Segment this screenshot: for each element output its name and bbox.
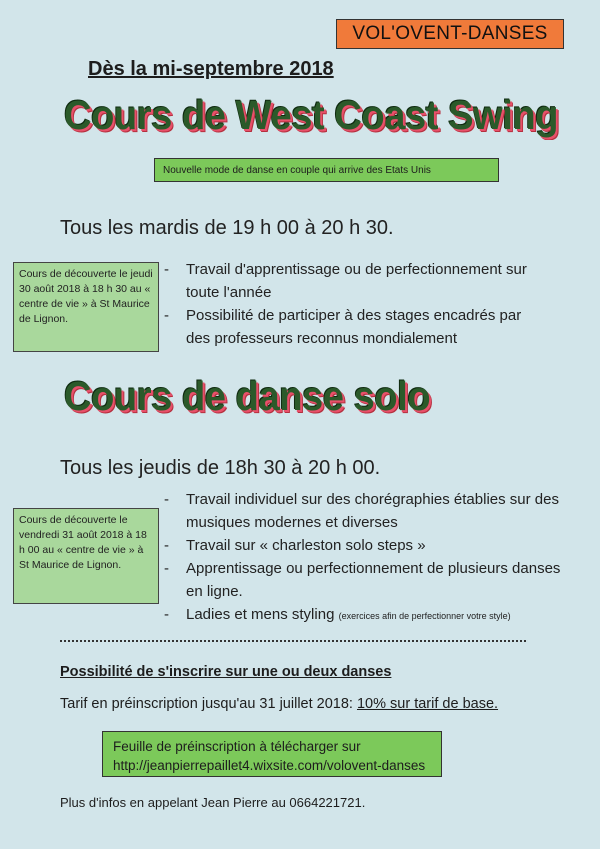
solo-bullet-list	[164, 488, 564, 628]
west-coast-bullet-list	[164, 258, 544, 350]
styling-note: (exercices afin de perfectionner votre style)	[338, 611, 511, 621]
list-item: - Travail d'apprentissage ou de perfectionnement sur toute l'année	[164, 258, 544, 304]
styling-label: Ladies et mens styling	[186, 606, 335, 623]
solo-title: Cours de danse solo	[64, 373, 431, 419]
list-item: - Apprentissage ou perfectionnement de plusieurs danses en ligne.	[164, 557, 564, 603]
list-item: - Travail individuel sur des chorégraphies établies sur des musiques modernes et diverses	[164, 488, 564, 534]
download-link[interactable]: http://jeanpierrepaillet4.wixsite.com/volovent-danses	[113, 758, 426, 773]
solo-discovery-box: Cours de découverte le vendredi 31 août 2018 à 18 h 00 au « centre de vie » à St Maurice de Lignon.	[13, 508, 159, 604]
brand-label: VOL'OVENT-DANSES	[336, 19, 564, 49]
west-coast-discovery-box: Cours de découverte le jeudi 30 août 2018 à 18 h 30 au « centre de vie » à St Maurice de Lignon.	[13, 262, 159, 352]
list-item	[164, 603, 564, 628]
download-label: Feuille de préinscription à télécharger sur	[113, 739, 361, 754]
west-coast-title: Cours de West Coast Swing	[64, 92, 559, 138]
contact-info: Plus d'infos en appelant Jean Pierre au 0664221721.	[60, 795, 366, 810]
tarif-text: Tarif en préinscription jusqu'au 31 juillet 2018:	[60, 696, 357, 712]
start-date: Dès la mi-septembre 2018	[88, 58, 334, 80]
west-coast-schedule: Tous les mardis de 19 h 00 à 20 h 30.	[60, 217, 394, 239]
list-item: - Travail sur « charleston solo steps »	[164, 534, 564, 557]
tarif-discount: 10% sur tarif de base.	[356, 696, 499, 712]
west-coast-subtitle: Nouvelle mode de danse en couple qui arrive des Etats Unis	[154, 158, 499, 182]
registration-note: Possibilité de s'inscrire sur une ou deux danses	[60, 664, 392, 680]
divider	[60, 640, 526, 642]
solo-schedule: Tous les jeudis de 18h 30 à 20 h 00.	[60, 457, 381, 479]
download-box	[102, 731, 442, 777]
list-item: - Possibilité de participer à des stages encadrés par des professeurs reconnus mondialement	[164, 304, 544, 350]
tarif-line	[60, 696, 498, 712]
